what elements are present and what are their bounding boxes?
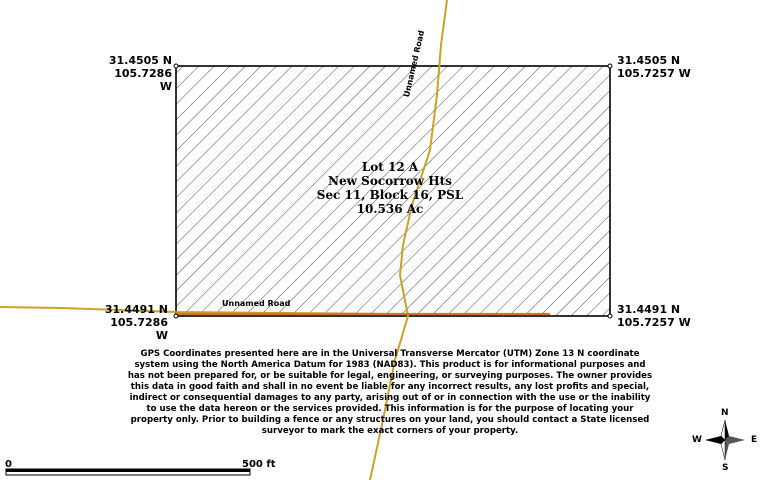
corner-se-point[interactable]	[608, 314, 612, 318]
corner-sw-point[interactable]	[174, 314, 178, 318]
lot-section: Sec 11, Block 16, PSL	[316, 188, 464, 202]
corner-nw-lon: 105.7286 W	[114, 67, 172, 93]
compass-n-label: N	[721, 408, 729, 418]
compass-s-label: S	[722, 463, 729, 473]
compass-e-label: E	[751, 435, 758, 445]
lot-area: 10.536 Ac	[356, 202, 424, 216]
corner-nw-label	[100, 54, 172, 93]
corner-se-label	[617, 303, 691, 329]
compass-w-label: W	[692, 435, 702, 445]
bottom-road-label: Unnamed Road	[222, 299, 291, 308]
corner-se-lat: 31.4491 N	[617, 303, 681, 316]
scale-bar	[6, 469, 250, 475]
corner-sw-lon: 105.7286 W	[110, 316, 168, 342]
vertical-road-label: Unnamed Road	[402, 29, 427, 99]
compass-rose-icon	[705, 420, 745, 460]
disclaimer-text: GPS Coordinates presented here are in the Universal Transverse Mercator (UTM) Zone 13 N coordinate system using the North America Datum for 1983 (NAD83). This product is for informational purposes and has not been prepared for, or be suitable for legal, engineering, or surveying purposes. The owner provides this data in good faith and shall in no event be liable for any incorrect results, any lost profits and special, indirect or consequential damages to any party, arising out of or in connection with the use or the inability to use the data hereon or the services provided. This information is for the purpose of locating your property only. Prior to building a fence or any structures on your land, you should contact a State licensed surveyor to mark the exact corners of your property.	[127, 349, 653, 436]
corner-ne-lat: 31.4505 N	[617, 54, 681, 67]
lot-label	[280, 160, 500, 216]
corner-sw-label	[96, 303, 168, 342]
scale-distance-label: 500 ft	[242, 459, 276, 470]
corner-se-lon: 105.7257 W	[617, 316, 691, 329]
corner-ne-point[interactable]	[608, 64, 612, 68]
corner-sw-lat: 31.4491 N	[104, 303, 168, 316]
corner-ne-label	[617, 54, 691, 80]
scale-zero-label: 0	[5, 459, 12, 470]
corner-nw-point[interactable]	[174, 64, 178, 68]
lot-name: Lot 12 A	[361, 160, 419, 174]
corner-ne-lon: 105.7257 W	[617, 67, 691, 80]
lot-subdivision: New Socorrow Hts	[328, 174, 452, 188]
corner-nw-lat: 31.4505 N	[108, 54, 172, 67]
